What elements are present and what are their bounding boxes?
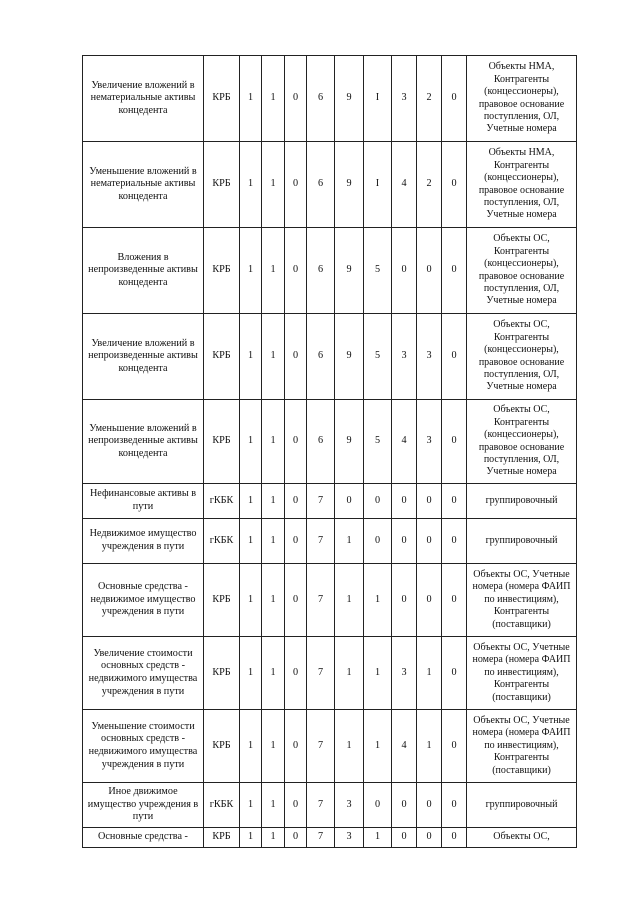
table-row bbox=[83, 228, 577, 314]
account-type-cell: гКБК bbox=[204, 519, 240, 564]
account-type-cell: КРБ bbox=[204, 314, 240, 400]
code-digit-cell: 1 bbox=[262, 710, 285, 783]
code-digit-cell: 0 bbox=[285, 710, 307, 783]
code-digit-cell: 1 bbox=[262, 783, 285, 828]
code-digit-cell: 6 bbox=[307, 314, 335, 400]
code-digit-cell: 0 bbox=[285, 142, 307, 228]
code-digit-cell: 1 bbox=[417, 710, 442, 783]
table-row bbox=[83, 56, 577, 142]
code-digit-cell: 1 bbox=[262, 564, 285, 637]
code-digit-cell: 1 bbox=[262, 484, 285, 519]
code-digit-cell: 3 bbox=[392, 56, 417, 142]
account-name-cell: Уменьшение вложений в непроизведенные активы концедента bbox=[83, 400, 204, 484]
code-digit-cell: 7 bbox=[307, 783, 335, 828]
code-digit-cell: 0 bbox=[285, 828, 307, 848]
account-name-cell: Увеличение стоимости основных средств - недвижимого имущества учреждения в пути bbox=[83, 637, 204, 710]
account-name-cell: Увеличение вложений в нематериальные активы концедента bbox=[83, 56, 204, 142]
code-digit-cell: 7 bbox=[307, 484, 335, 519]
code-digit-cell: 0 bbox=[417, 564, 442, 637]
code-digit-cell: 0 bbox=[392, 783, 417, 828]
code-digit-cell: 7 bbox=[307, 710, 335, 783]
code-digit-cell: 0 bbox=[442, 519, 467, 564]
code-digit-cell: 1 bbox=[240, 828, 262, 848]
code-digit-cell: 0 bbox=[285, 484, 307, 519]
table-row bbox=[83, 828, 577, 848]
code-digit-cell: 0 bbox=[392, 519, 417, 564]
analytics-cell: группировочный bbox=[467, 783, 577, 828]
analytics-cell: Объекты ОС, Контрагенты (концессионеры), правовое основание поступления, ОЛ, Учетные номера bbox=[467, 400, 577, 484]
code-digit-cell: 7 bbox=[307, 519, 335, 564]
code-digit-cell: 0 bbox=[285, 228, 307, 314]
table-row bbox=[83, 519, 577, 564]
code-digit-cell: 1 bbox=[262, 400, 285, 484]
account-type-cell: КРБ bbox=[204, 56, 240, 142]
code-digit-cell: 1 bbox=[262, 519, 285, 564]
code-digit-cell: 0 bbox=[442, 142, 467, 228]
code-digit-cell: 1 bbox=[240, 314, 262, 400]
code-digit-cell: I bbox=[364, 56, 392, 142]
code-digit-cell: 5 bbox=[364, 400, 392, 484]
code-digit-cell: 6 bbox=[307, 142, 335, 228]
table-row bbox=[83, 783, 577, 828]
code-digit-cell: 0 bbox=[417, 783, 442, 828]
account-type-cell: КРБ bbox=[204, 828, 240, 848]
code-digit-cell: 0 bbox=[442, 637, 467, 710]
code-digit-cell: 1 bbox=[240, 710, 262, 783]
code-digit-cell: 0 bbox=[442, 783, 467, 828]
table-row bbox=[83, 314, 577, 400]
code-digit-cell: 1 bbox=[240, 519, 262, 564]
code-digit-cell: 6 bbox=[307, 400, 335, 484]
code-digit-cell: 9 bbox=[335, 228, 364, 314]
analytics-cell: Объекты НМА, Контрагенты (концессионеры), правовое основание поступления, ОЛ, Учетные номера bbox=[467, 142, 577, 228]
code-digit-cell: 0 bbox=[442, 484, 467, 519]
code-digit-cell: 1 bbox=[335, 564, 364, 637]
code-digit-cell: 1 bbox=[262, 142, 285, 228]
code-digit-cell: 1 bbox=[364, 710, 392, 783]
code-digit-cell: 9 bbox=[335, 142, 364, 228]
account-name-cell: Основные средства - недвижимое имущество учреждения в пути bbox=[83, 564, 204, 637]
code-digit-cell: 0 bbox=[285, 564, 307, 637]
code-digit-cell: 0 bbox=[285, 783, 307, 828]
code-digit-cell: 1 bbox=[240, 637, 262, 710]
account-type-cell: КРБ bbox=[204, 564, 240, 637]
code-digit-cell: 1 bbox=[364, 828, 392, 848]
code-digit-cell: 1 bbox=[240, 783, 262, 828]
code-digit-cell: 0 bbox=[285, 519, 307, 564]
code-digit-cell: 1 bbox=[335, 637, 364, 710]
account-type-cell: КРБ bbox=[204, 142, 240, 228]
code-digit-cell: 9 bbox=[335, 56, 364, 142]
code-digit-cell: 9 bbox=[335, 314, 364, 400]
analytics-cell: Объекты ОС, Контрагенты (концессионеры), правовое основание поступления, ОЛ, Учетные номера bbox=[467, 228, 577, 314]
code-digit-cell: 0 bbox=[392, 828, 417, 848]
code-digit-cell: 3 bbox=[335, 783, 364, 828]
analytics-cell: Объекты НМА, Контрагенты (концессионеры), правовое основание поступления, ОЛ, Учетные номера bbox=[467, 56, 577, 142]
code-digit-cell: 0 bbox=[417, 484, 442, 519]
account-name-cell: Нефинансовые активы в пути bbox=[83, 484, 204, 519]
code-digit-cell: 1 bbox=[240, 564, 262, 637]
account-type-cell: КРБ bbox=[204, 228, 240, 314]
account-type-cell: гКБК bbox=[204, 783, 240, 828]
code-digit-cell: 1 bbox=[240, 56, 262, 142]
code-digit-cell: 1 bbox=[364, 637, 392, 710]
code-digit-cell: 0 bbox=[417, 519, 442, 564]
account-type-cell: КРБ bbox=[204, 710, 240, 783]
code-digit-cell: 0 bbox=[285, 400, 307, 484]
code-digit-cell: 4 bbox=[392, 710, 417, 783]
code-digit-cell: 1 bbox=[335, 710, 364, 783]
code-digit-cell: 0 bbox=[442, 314, 467, 400]
code-digit-cell: 0 bbox=[364, 783, 392, 828]
code-digit-cell: 5 bbox=[364, 228, 392, 314]
code-digit-cell: 1 bbox=[364, 564, 392, 637]
code-digit-cell: 3 bbox=[417, 314, 442, 400]
code-digit-cell: 4 bbox=[392, 142, 417, 228]
code-digit-cell: 1 bbox=[240, 484, 262, 519]
code-digit-cell: 1 bbox=[240, 142, 262, 228]
code-digit-cell: 1 bbox=[262, 637, 285, 710]
code-digit-cell: I bbox=[364, 142, 392, 228]
code-digit-cell: 1 bbox=[262, 314, 285, 400]
code-digit-cell: 7 bbox=[307, 637, 335, 710]
code-digit-cell: 2 bbox=[417, 56, 442, 142]
code-digit-cell: 0 bbox=[285, 56, 307, 142]
code-digit-cell: 1 bbox=[240, 228, 262, 314]
code-digit-cell: 1 bbox=[240, 400, 262, 484]
code-digit-cell: 0 bbox=[392, 484, 417, 519]
account-name-cell: Уменьшение вложений в нематериальные активы концедента bbox=[83, 142, 204, 228]
code-digit-cell: 1 bbox=[417, 637, 442, 710]
code-digit-cell: 0 bbox=[392, 564, 417, 637]
account-name-cell: Основные средства - bbox=[83, 828, 204, 848]
code-digit-cell: 0 bbox=[442, 228, 467, 314]
code-digit-cell: 1 bbox=[335, 519, 364, 564]
table-row bbox=[83, 142, 577, 228]
code-digit-cell: 3 bbox=[335, 828, 364, 848]
code-digit-cell: 0 bbox=[442, 564, 467, 637]
table-row bbox=[83, 637, 577, 710]
code-digit-cell: 0 bbox=[442, 828, 467, 848]
code-digit-cell: 1 bbox=[262, 828, 285, 848]
analytics-cell: Объекты ОС, Учетные номера (номера ФАИП по инвестициям), Контрагенты (поставщики) bbox=[467, 637, 577, 710]
analytics-cell: группировочный bbox=[467, 484, 577, 519]
table-row bbox=[83, 564, 577, 637]
code-digit-cell: 0 bbox=[364, 484, 392, 519]
code-digit-cell: 0 bbox=[442, 400, 467, 484]
code-digit-cell: 7 bbox=[307, 828, 335, 848]
account-name-cell: Увеличение вложений в непроизведенные активы концедента bbox=[83, 314, 204, 400]
code-digit-cell: 1 bbox=[262, 56, 285, 142]
table-row bbox=[83, 710, 577, 783]
code-digit-cell: 0 bbox=[335, 484, 364, 519]
code-digit-cell: 4 bbox=[392, 400, 417, 484]
accounts-table bbox=[82, 55, 577, 848]
code-digit-cell: 0 bbox=[442, 56, 467, 142]
code-digit-cell: 3 bbox=[417, 400, 442, 484]
analytics-cell: группировочный bbox=[467, 519, 577, 564]
code-digit-cell: 5 bbox=[364, 314, 392, 400]
code-digit-cell: 7 bbox=[307, 564, 335, 637]
account-name-cell: Вложения в непроизведенные активы концедента bbox=[83, 228, 204, 314]
code-digit-cell: 3 bbox=[392, 314, 417, 400]
code-digit-cell: 0 bbox=[285, 637, 307, 710]
account-name-cell: Недвижимое имущество учреждения в пути bbox=[83, 519, 204, 564]
code-digit-cell: 0 bbox=[417, 828, 442, 848]
code-digit-cell: 0 bbox=[392, 228, 417, 314]
account-type-cell: гКБК bbox=[204, 484, 240, 519]
table-row bbox=[83, 400, 577, 484]
account-type-cell: КРБ bbox=[204, 400, 240, 484]
analytics-cell: Объекты ОС, bbox=[467, 828, 577, 848]
account-name-cell: Иное движимое имущество учреждения в пути bbox=[83, 783, 204, 828]
code-digit-cell: 9 bbox=[335, 400, 364, 484]
code-digit-cell: 0 bbox=[364, 519, 392, 564]
code-digit-cell: 0 bbox=[417, 228, 442, 314]
account-type-cell: КРБ bbox=[204, 637, 240, 710]
analytics-cell: Объекты ОС, Учетные номера (номера ФАИП по инвестициям), Контрагенты (поставщики) bbox=[467, 710, 577, 783]
analytics-cell: Объекты ОС, Учетные номера (номера ФАИП по инвестициям), Контрагенты (поставщики) bbox=[467, 564, 577, 637]
analytics-cell: Объекты ОС, Контрагенты (концессионеры), правовое основание поступления, ОЛ, Учетные номера bbox=[467, 314, 577, 400]
code-digit-cell: 0 bbox=[285, 314, 307, 400]
code-digit-cell: 1 bbox=[262, 228, 285, 314]
table-row bbox=[83, 484, 577, 519]
code-digit-cell: 2 bbox=[417, 142, 442, 228]
table-body bbox=[83, 56, 577, 848]
code-digit-cell: 6 bbox=[307, 56, 335, 142]
account-name-cell: Уменьшение стоимости основных средств - недвижимого имущества учреждения в пути bbox=[83, 710, 204, 783]
code-digit-cell: 6 bbox=[307, 228, 335, 314]
code-digit-cell: 3 bbox=[392, 637, 417, 710]
code-digit-cell: 0 bbox=[442, 710, 467, 783]
